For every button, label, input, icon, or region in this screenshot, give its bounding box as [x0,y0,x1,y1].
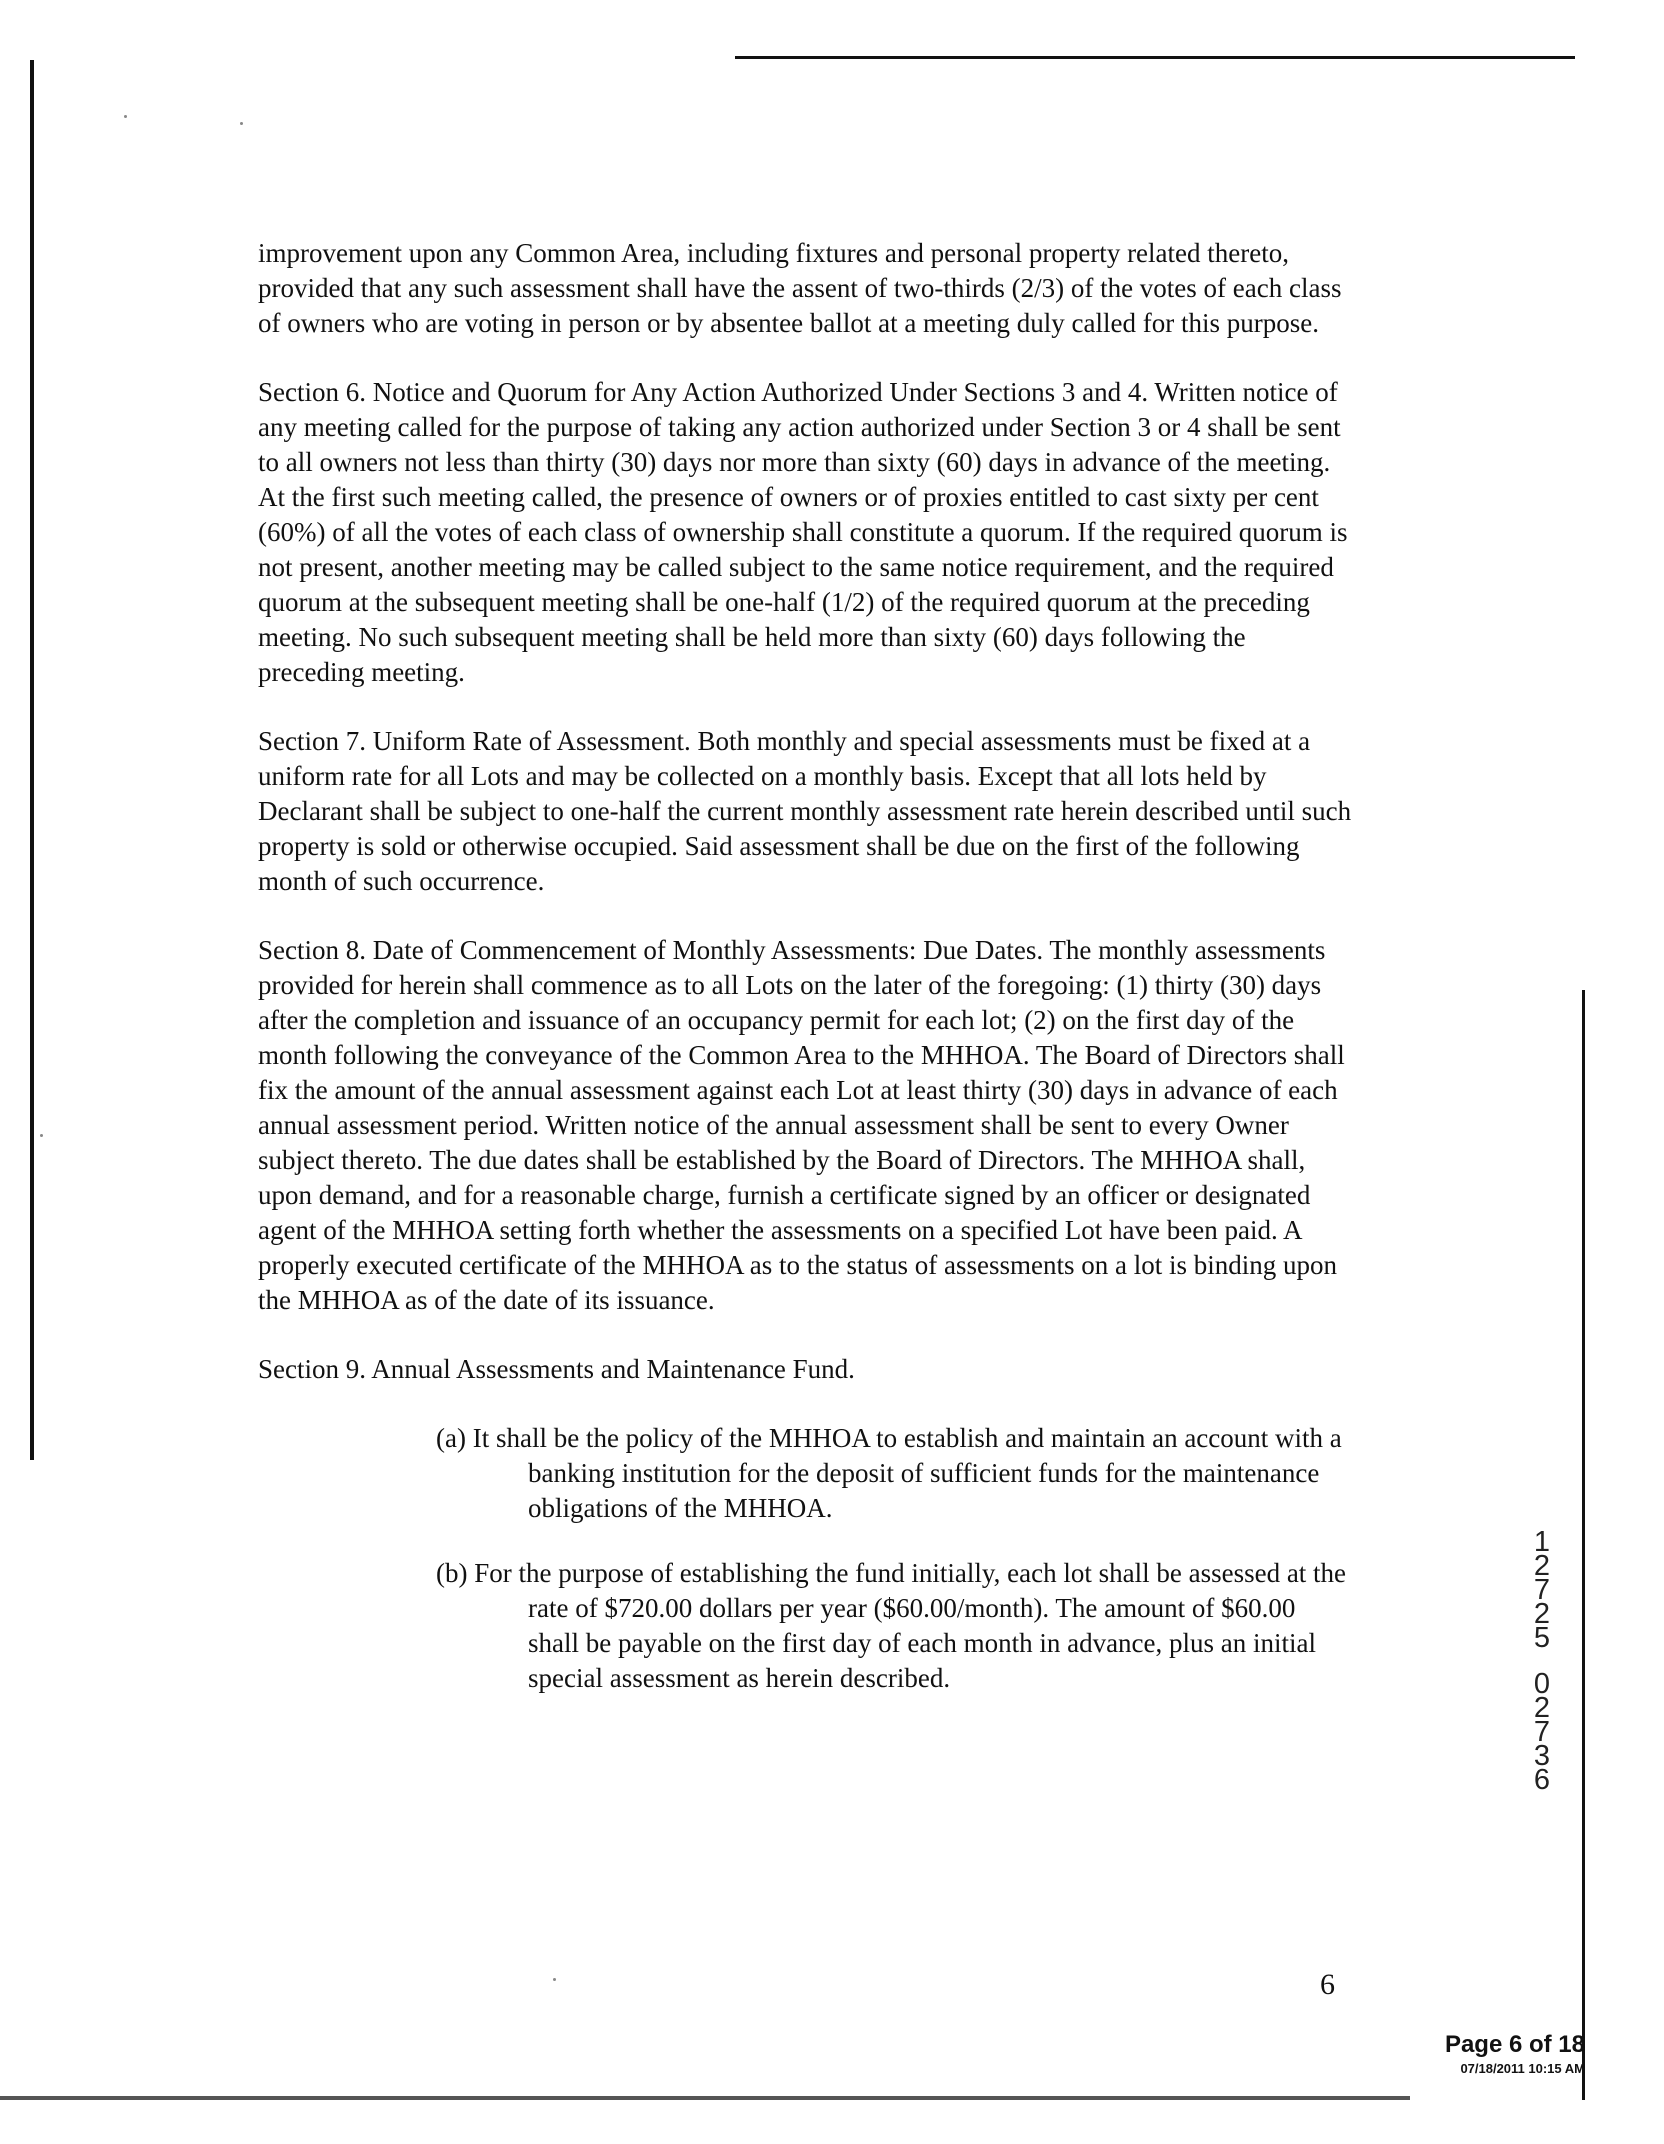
paragraph-section-7: Section 7. Uniform Rate of Assessment. Both monthly and special assessments must be fixed at a uniform rate for all Lots and may be collected on a monthly basis. Except that all lots held by Declarant shall be subject to one-half the current monthly assessment rate herein described until such property is sold or otherwise occupied. Said assessment shall be due on the first of the following month of such occurrence. [258,726,1352,896]
left-margin-rule [30,60,34,1460]
document-body [258,236,1358,1726]
recording-digit: 2 [1533,1692,1551,1724]
recording-digit: 1 [1533,1526,1551,1558]
recording-digit: 2 [1533,1550,1551,1582]
recording-digit: 3 [1533,1740,1551,1772]
subparagraph-b: (b) For the purpose of establishing the fund initially, each lot shall be assessed at the rate of $720.00 dollars per year ($60.00/month). The amount of $60.00 shall be payable on the first day of each month in advance, plus an initial special assessment as herein described. [436,1558,1347,1693]
paragraph-section-8: Section 8. Date of Commencement of Monthly Assessments: Due Dates. The monthly assessments provided for herein shall commence as to all Lots on the later of the foregoing: (1) thirty (30) days after the completion and issuance of an occupancy permit for each lot; (2) on the first day of the month following the conveyance of the Common Area to the MHHOA. The Board of Directors shall fix the amount of the annual assessment against each Lot at least thirty (30) days in advance of each annual assessment period. Written notice of the annual assessment shall be sent to every Owner subject thereto. The due dates shall be established by the Board of Directors. The MHHOA shall, upon demand, and for a reasonable charge, furnish a certificate signed by an officer or designated agent of the MHHOA setting forth whether the assessments on a specified Lot have been paid. A properly executed certificate of the MHHOA as to the status of assessments on a lot is binding upon the MHHOA as of the date of its issuance. [258,935,1345,1315]
scan-speck [553,1978,556,1981]
top-margin-rule [735,56,1575,59]
recording-digit: 5 [1533,1622,1551,1654]
fax-timestamp: 07/18/2011 10:15 AM [1460,2061,1585,2076]
paragraph-section-6: Section 6. Notice and Quorum for Any Action Authorized Under Sections 3 and 4. Written notice of any meeting called for the purpose of taking any action authorized under Section 3 or 4 shall be sent to all owners not less than thirty (30) days nor more than sixty (60) days in advance of the meeting. At the first such meeting called, the presence of owners or of proxies entitled to cast sixty per cent (60%) of all the votes of each class of ownership shall constitute a quorum. If the required quorum is not present, another meeting may be called subject to the same notice requirement, and the required quorum at the subsequent meeting shall be one-half (1/2) of the required quorum at the preceding meeting. No such subsequent meeting shall be held more than sixty (60) days following the preceding meeting. [258,377,1348,687]
scan-speck [40,1134,43,1137]
recording-number [1528,1526,1556,1796]
paragraph-section-9-heading: Section 9. Annual Assessments and Maintenance Fund. [258,1354,855,1384]
right-margin-rule [1582,990,1585,2100]
recording-digit: 7 [1533,1574,1551,1606]
subparagraph-a: (a) It shall be the policy of the MHHOA to establish and maintain an account with a banking institution for the deposit of sufficient funds for the maintenance obligations of the MHHOA. [436,1423,1342,1523]
bottom-margin-rule [0,2096,1410,2100]
recording-digit: 0 [1533,1668,1551,1700]
recording-digit: 2 [1533,1598,1551,1630]
fax-header [1395,2030,1585,2078]
page-number: 6 [1320,1968,1335,2001]
recording-digit: 6 [1533,1764,1551,1796]
scan-speck [124,115,127,118]
paragraph-common-area-continuation: improvement upon any Common Area, including fixtures and personal property related thereto, provided that any such assessment shall have the assent of two-thirds (2/3) of the votes of each class of owners who are voting in person or by absentee ballot at a meeting duly called for this purpose. [258,238,1342,338]
recording-digit: 7 [1533,1716,1551,1748]
fax-page-label: Page 6 of 18 [1444,2031,1585,2058]
scan-speck [240,122,243,125]
